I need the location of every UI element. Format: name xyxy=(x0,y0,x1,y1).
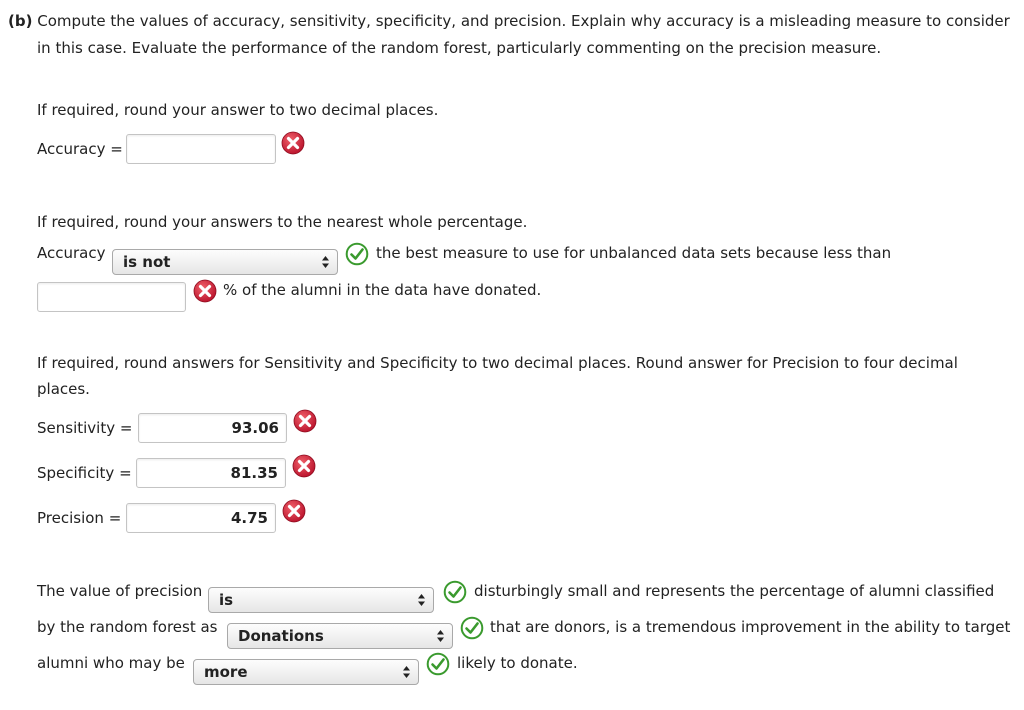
accuracy-measure-select-value: is not xyxy=(123,253,171,271)
correct-check-icon xyxy=(426,652,450,676)
accuracy-input[interactable] xyxy=(126,134,276,164)
part3-instruction-1: If required, round answers for Sensitivity and Specificity to two decimal places. Round answer for Precision to four decimal xyxy=(37,354,958,372)
correct-check-icon xyxy=(460,616,484,640)
part3-instruction-2: places. xyxy=(37,380,90,398)
incorrect-icon xyxy=(193,279,217,303)
accuracy-explanation-text: the best measure to use for unbalanced data sets because less than xyxy=(376,244,892,262)
sensitivity-input[interactable] xyxy=(138,413,287,443)
specificity-input[interactable] xyxy=(136,458,286,488)
accuracy-label: Accuracy = xyxy=(37,140,123,158)
incorrect-icon xyxy=(281,131,305,155)
select-arrows-icon xyxy=(418,594,425,606)
correct-check-icon xyxy=(443,580,467,604)
question-line-1 xyxy=(8,8,1010,34)
question-letter: (b) xyxy=(8,12,33,30)
question-text-1: Compute the values of accuracy, sensitivity, specificity, and precision. Explain why accuracy is a misleading measure to consider xyxy=(37,12,1010,30)
precision-label: Precision = xyxy=(37,509,122,527)
select-arrows-icon xyxy=(437,630,444,642)
classified-lead-text: by the random forest as xyxy=(37,618,218,636)
incorrect-icon xyxy=(282,499,306,523)
percent-input[interactable] xyxy=(37,282,186,312)
precision-explanation-1: disturbingly small and represents the percentage of alumni classified xyxy=(474,582,995,600)
likelihood-select[interactable] xyxy=(193,659,419,685)
select-arrows-icon xyxy=(403,666,410,678)
incorrect-icon xyxy=(293,409,317,433)
specificity-label: Specificity = xyxy=(37,464,132,482)
alumni-lead-text: alumni who may be xyxy=(37,654,185,672)
classification-select[interactable] xyxy=(227,623,453,649)
sensitivity-label: Sensitivity = xyxy=(37,419,133,437)
precision-verb-select[interactable] xyxy=(208,587,434,613)
precision-explanation-2: that are donors, is a tremendous improvement in the ability to target xyxy=(490,618,1011,636)
accuracy-measure-select[interactable] xyxy=(112,249,338,275)
part2-instruction: If required, round your answers to the nearest whole percentage. xyxy=(37,213,528,231)
likely-to-donate-text: likely to donate. xyxy=(457,654,578,672)
classification-select-value: Donations xyxy=(238,627,324,645)
percent-suffix-text: % of the alumni in the data have donated. xyxy=(223,281,542,299)
precision-verb-select-value: is xyxy=(219,591,234,609)
incorrect-icon xyxy=(292,454,316,478)
accuracy-label-2: Accuracy xyxy=(37,244,106,262)
precision-input[interactable] xyxy=(126,503,276,533)
question-line-2: in this case. Evaluate the performance of the random forest, particularly commenting on the precision measure. xyxy=(37,39,882,57)
precision-lead-text: The value of precision xyxy=(37,582,203,600)
part1-instruction: If required, round your answer to two decimal places. xyxy=(37,101,439,119)
likelihood-select-value: more xyxy=(204,663,248,681)
select-arrows-icon xyxy=(322,256,329,268)
correct-check-icon xyxy=(345,242,369,266)
